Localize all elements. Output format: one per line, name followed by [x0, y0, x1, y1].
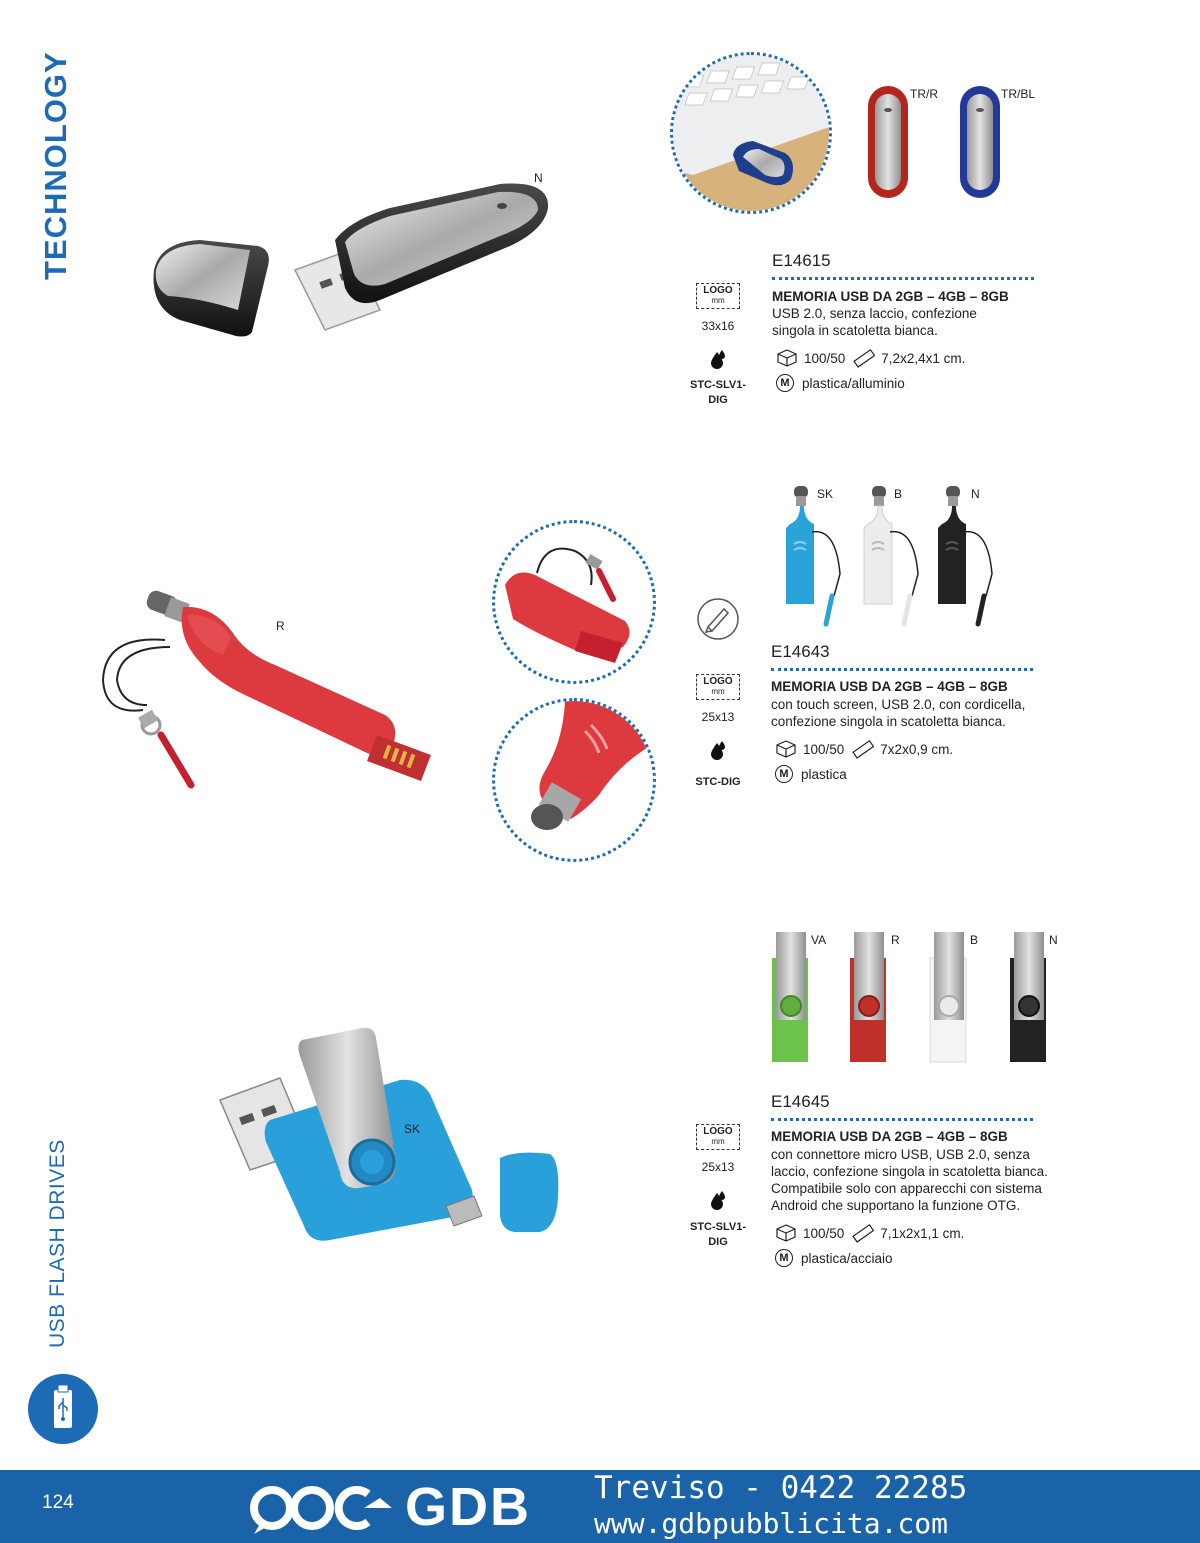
pack-size-row: 100/50 7,1x2x1,1 cm.	[775, 1223, 964, 1243]
material-icon: M	[775, 1249, 793, 1267]
print-method: STC-SLV1- DIG	[689, 379, 747, 406]
variant-label-tr-r: TR/R	[910, 87, 938, 101]
logo-area-box: LOGO mm	[696, 1124, 740, 1150]
product-image-e14615	[140, 170, 560, 350]
print-method: STC-DIG	[695, 776, 741, 788]
footer-phone: Treviso - 0422 22285	[594, 1470, 968, 1506]
variant-image-r	[848, 930, 888, 1064]
product-image-e14645	[210, 1020, 570, 1250]
main-variant-label: R	[276, 619, 285, 633]
ink-drop-icon	[708, 349, 728, 375]
print-method: STC-SLV1- DIG	[689, 1221, 747, 1248]
detail-laptop-circle	[670, 52, 832, 214]
logo-area-box: LOGO mm	[696, 674, 740, 700]
variant-label-tr-bl: TR/BL	[1001, 87, 1036, 101]
usb-drive-icon	[28, 1374, 98, 1444]
logo-dimension: 25x13	[701, 1160, 735, 1174]
variant-image-n	[1008, 930, 1048, 1064]
ink-drop-icon	[708, 1190, 728, 1216]
material-icon: M	[776, 374, 794, 392]
variant-label-b: B	[894, 487, 903, 501]
logo-dimension: 33x16	[701, 319, 735, 333]
product-description: con touch screen, USB 2.0, con cordicella, confezione singola in scatoletta bianca.	[771, 697, 1026, 729]
box-icon	[775, 1223, 797, 1243]
detail-cord-circle	[492, 520, 656, 684]
box-icon	[776, 348, 798, 368]
product-title: MEMORIA USB DA 2GB – 4GB – 8GB	[771, 679, 1008, 694]
variant-label-r: R	[891, 933, 900, 947]
variant-image-sk	[782, 484, 854, 630]
variant-image-b	[928, 930, 968, 1064]
section-label: USB FLASH DRIVES	[46, 1139, 69, 1348]
material-row: M plastica	[775, 765, 847, 783]
main-variant-label: N	[534, 171, 543, 185]
product-title: MEMORIA USB DA 2GB – 4GB – 8GB	[771, 1129, 1008, 1144]
box-icon	[775, 739, 797, 759]
footer-website[interactable]: www.gdbpubblicita.com	[594, 1507, 949, 1540]
ruler-icon	[853, 348, 875, 368]
ruler-icon	[852, 739, 874, 759]
variant-label-n: N	[1049, 933, 1058, 947]
variant-label-va: VA	[811, 933, 827, 947]
variant-image-tr-r	[866, 84, 910, 202]
variant-label-b: B	[970, 933, 979, 947]
ink-drop-icon	[708, 740, 728, 766]
product-title: MEMORIA USB DA 2GB – 4GB – 8GB	[772, 289, 1009, 304]
variant-image-n	[934, 484, 1006, 630]
logo-dimension: 25x13	[701, 710, 735, 724]
product-description: con connettore micro USB, USB 2.0, senza laccio, confezione singola in scatoletta bianca. Compatibile solo con apparecchi con sistema Android che supportano la funzione OTG.	[771, 1147, 1048, 1213]
category-label: TECHNOLOGY	[38, 51, 73, 280]
divider	[772, 277, 1034, 280]
logo-area-box: LOGO mm	[696, 283, 740, 309]
product-description: USB 2.0, senza laccio, confezione singola in scatoletta bianca.	[772, 306, 977, 338]
variant-image-va	[770, 930, 810, 1064]
main-variant-label: SK	[404, 1122, 421, 1136]
material-row: M plastica/acciaio	[775, 1249, 893, 1267]
divider	[771, 1118, 1033, 1121]
product-code: E14645	[771, 1092, 830, 1111]
page-number: 124	[42, 1492, 74, 1513]
variant-image-b	[860, 484, 932, 630]
ruler-icon	[852, 1223, 874, 1243]
stylus-touch-icon	[696, 597, 740, 641]
variant-image-tr-bl	[958, 84, 1002, 202]
pack-size-row: 100/50 7,2x2,4x1 cm.	[776, 348, 965, 368]
product-code: E14615	[772, 251, 831, 270]
product-image-e14643	[95, 585, 445, 800]
detail-stylus-circle	[492, 698, 656, 862]
material-icon: M	[775, 765, 793, 783]
divider	[771, 668, 1033, 671]
gdb-logo-icon	[246, 1480, 396, 1536]
variant-label-n: N	[971, 487, 980, 501]
pack-size-row: 100/50 7x2x0,9 cm.	[775, 739, 953, 759]
brand-name: GDB	[405, 1477, 531, 1537]
material-row: M plastica/alluminio	[776, 374, 905, 392]
variant-label-sk: SK	[817, 487, 834, 501]
product-code: E14643	[771, 642, 830, 661]
